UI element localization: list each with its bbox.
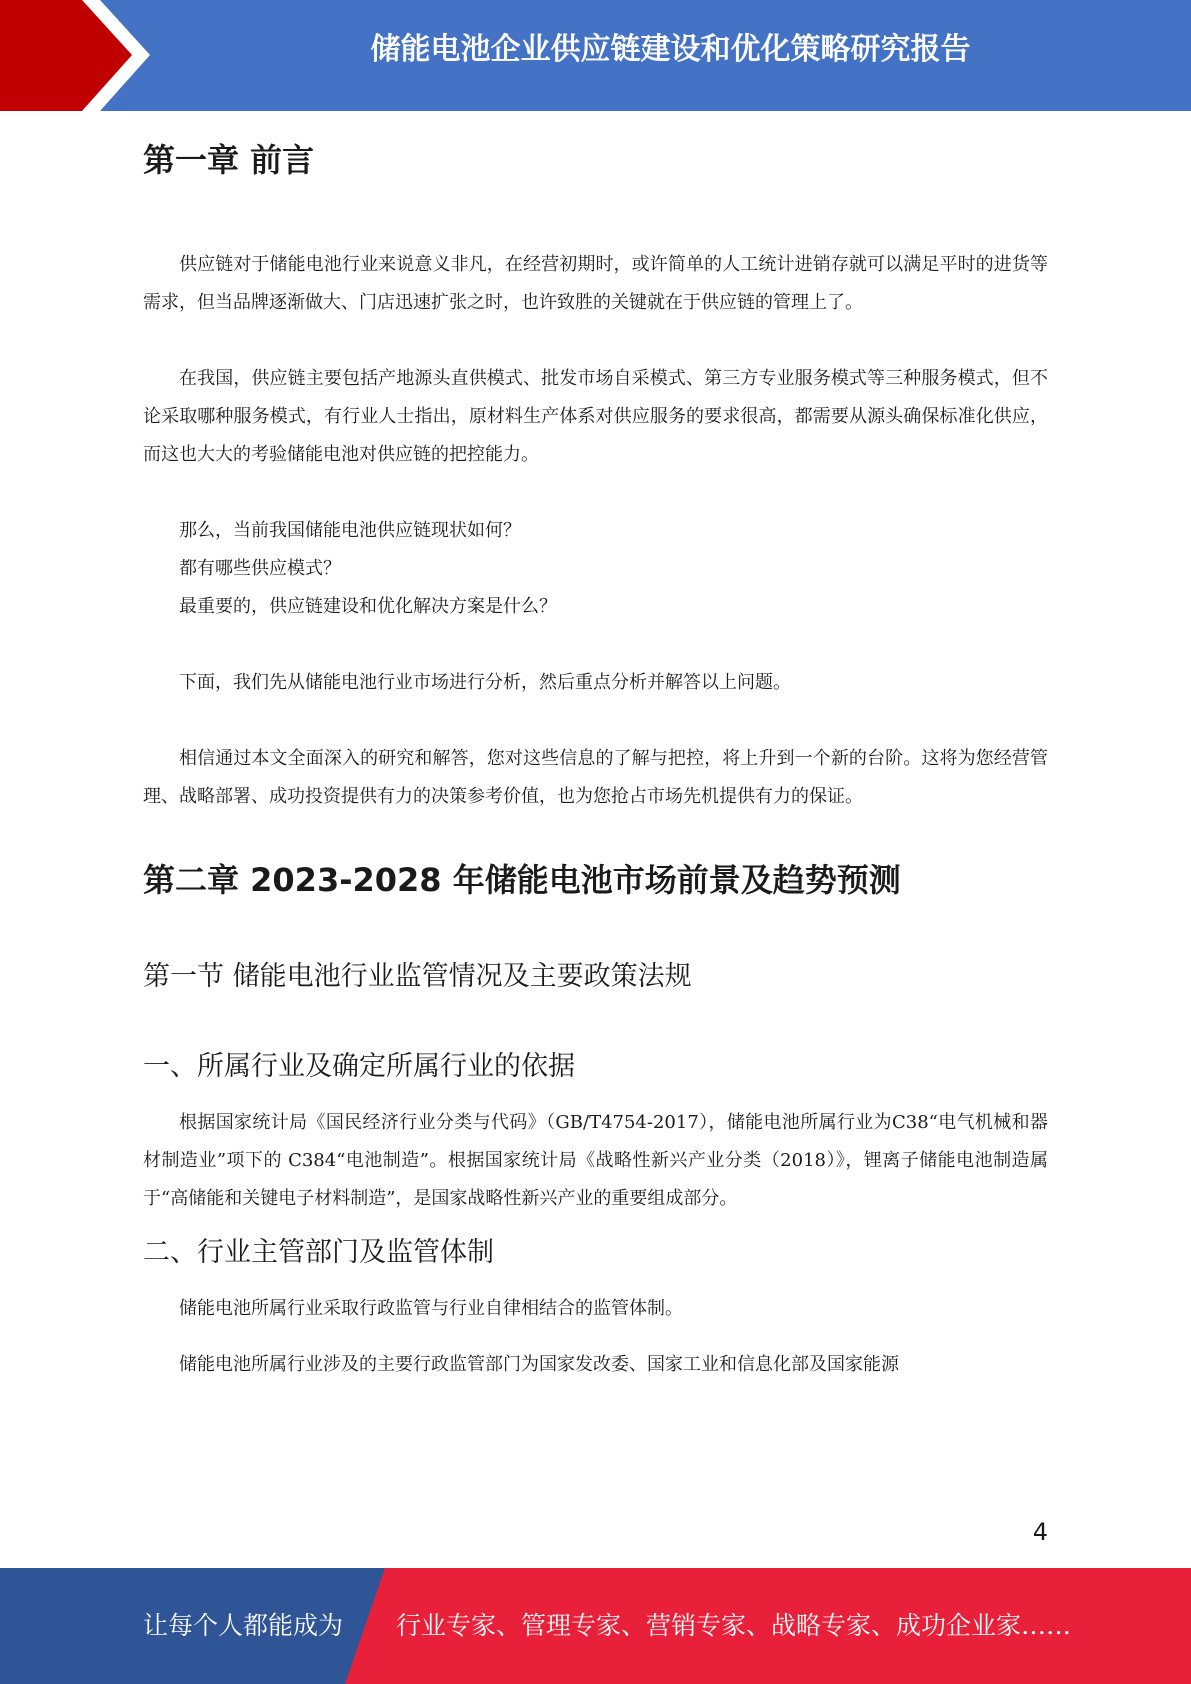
preface-paragraph-3: 下面，我们先从储能电池行业市场进行分析，然后重点分析并解答以上问题。	[179, 672, 791, 693]
page-footer	[0, 1568, 1191, 1684]
section-1-title: 第一节 储能电池行业监管情况及主要政策法规	[143, 961, 692, 992]
regulation-paragraph-1: 储能电池所属行业采取行政监管与行业自律相结合的监管体制。	[179, 1298, 683, 1319]
chapter-1-title: 第一章 前言	[143, 141, 315, 179]
industry-classification-paragraph: 根据国家统计局《国民经济行业分类与代码》（GB/T4754-2017），储能电池所属行业为C38“电气机械和器材制造业”项下的 C384“电池制造”。根据国家统计局《战略性新兴产业分类（2018）》，锂离子储能电池制造属于“高储能和关键电子材料制造”，是国家战略性新兴产业的重要组成部分。	[143, 1112, 1048, 1209]
question-2: 都有哪些供应模式？	[179, 558, 341, 579]
preface-paragraph-1: 供应链对于储能电池行业来说意义非凡，在经营初期时，或许简单的人工统计进销存就可以满足平时的进货等需求，但当品牌逐渐做大、门店迅速扩张之时，也许致胜的关键就在于供应链的管理上了。	[143, 254, 1048, 313]
page-header	[0, 0, 1191, 111]
question-3: 最重要的，供应链建设和优化解决方案是什么？	[179, 596, 557, 617]
subsection-1-title: 一、所属行业及确定所属行业的依据	[143, 1051, 575, 1082]
footer-slogan-right: 行业专家、管理专家、营销专家、战略专家、成功企业家……	[396, 1611, 1072, 1640]
subsection-2-title: 二、行业主管部门及监管体制	[143, 1237, 494, 1268]
preface-paragraph-4: 相信通过本文全面深入的研究和解答，您对这些信息的了解与把控，将上升到一个新的台阶。这将为您经营管理、战略部署、成功投资提供有力的决策参考价值，也为您抢占市场先机提供有力的保证。	[143, 748, 1048, 807]
regulation-paragraph-2: 储能电池所属行业涉及的主要行政监管部门为国家发改委、国家工业和信息化部及国家能源	[179, 1354, 899, 1375]
footer-slogan-left: 让每个人都能成为	[143, 1611, 344, 1640]
chapter-2-title: 第二章 2023-2028 年储能电池市场前景及趋势预测	[143, 861, 901, 899]
page-content	[143, 130, 1048, 1384]
page-number: 4	[1032, 1518, 1048, 1546]
question-1: 那么，当前我国储能电池供应链现状如何？	[179, 520, 521, 541]
preface-paragraph-2: 在我国，供应链主要包括产地源头直供模式、批发市场自采模式、第三方专业服务模式等三种服务模式，但不论采取哪种服务模式，有行业人士指出，原材料生产体系对供应服务的要求很高，都需要从源头确保标准化供应，而这也大大的考验储能电池对供应链的把控能力。	[143, 368, 1048, 465]
report-title: 储能电池企业供应链建设和优化策略研究报告	[370, 32, 971, 67]
